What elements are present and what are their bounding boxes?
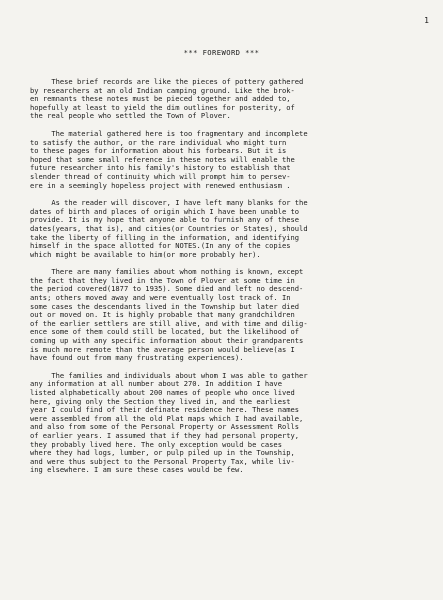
text-line: future researcher into his family's history to establish that [30,164,291,173]
text-line: and also from some of the Personal Property or Assessment Rolls [30,423,300,432]
paragraph [30,268,420,363]
text-line: the period covered(1877 to 1935). Some died and left no descend- [30,285,304,294]
text-line: There are many families about whom nothing is known, except [30,268,304,277]
text-line: to these pages for information about his forbears. But it is [30,147,287,156]
text-line: listed alphabetically about 200 names of people who once lived [30,389,295,397]
text-line: hoped that some small reference in these notes will enable the [30,155,295,164]
text-line: The families and individuals about whom I was able to gather [30,371,308,380]
text-line: the real people who settled the Town of Plover. [30,112,231,121]
text-line: ence some of them could still be located, but the likelihood of [30,328,300,337]
text-line: to satisfy the author, or the rare individual who might turn [30,138,287,147]
text-line: is much more remote than the average person would believe(as I [30,345,295,354]
text-line: dates(years, that is), and cities(or Countries or States), should [30,224,308,233]
text-line: year I could find of their definate residence here. These names [30,406,300,415]
paragraph [30,199,420,259]
text-line: As the reader will discover, I have left many blanks for the [30,199,308,208]
text-line: hopefully at least to yield the dim outlines for posterity, of [30,103,295,112]
text-line: of earlier years. I assumed that if they had personal property, [30,431,300,440]
text-line: dates of birth and places of origin which I have been unable to [30,207,300,216]
text-line: of the earlier settlers are still alive, and with time and dilig- [30,319,308,328]
paragraph [30,372,420,475]
text-line: slender thread of continuity which will prompt him to persev- [30,172,291,181]
text-line: and were thus subject to the Personal Property Tax, while liv- [30,457,295,466]
text-line: any information at all number about 270. In addition I have [30,380,282,389]
text-line: some cases the descendants lived in the Township but later died [30,302,300,311]
text-line: ing elsewhere. I am sure these cases would be few. [30,466,244,475]
text-line: himself in the space allotted for NOTES.(In any of the copies [30,242,291,251]
text-line: which might be available to him(or more probably her). [30,250,261,259]
page-number: 1 [424,16,429,25]
text-line: here, giving only the Section they lived in, and the earliest [30,397,291,406]
paragraph [30,78,420,121]
page-heading: *** FOREWORD *** [183,48,260,57]
text-line: take the liberty of filling in the information, and identifying [30,233,300,242]
text-line: by researchers at an old Indian camping ground. Like the brok- [30,86,295,95]
text-line: out or moved on. It is highly probable that many grandchildren [30,311,295,320]
text-line: where they had logs, lumber, or pulp piled up in the Township, [30,449,295,458]
text-line: the fact that they lived in the Town of Plover at some time in [30,276,295,285]
text-line: have found out from many frustrating experiences). [30,354,244,363]
text-line: ants; others moved away and were eventually lost track of. In [30,294,291,303]
text-line: These brief records are like the pieces of pottery gathered [30,78,304,86]
text-line: The material gathered here is too fragmentary and incomplete [30,129,308,138]
text-line: they probably lived here. The only exception would be cases [30,440,282,449]
paragraph [30,130,420,190]
text-line: ere in a seemingly hopeless project with renewed enthusiasm . [30,181,291,190]
text-line: provide. It is my hope that anyone able to furnish any of these [30,216,300,225]
text-line: coming up with any specific information about their grandparents [30,337,304,346]
document-body [30,78,420,484]
text-line: were assembled from all the old Plat maps which I had available, [30,414,304,423]
text-line: en remnants these notes must be pieced together and added to, [30,95,291,104]
